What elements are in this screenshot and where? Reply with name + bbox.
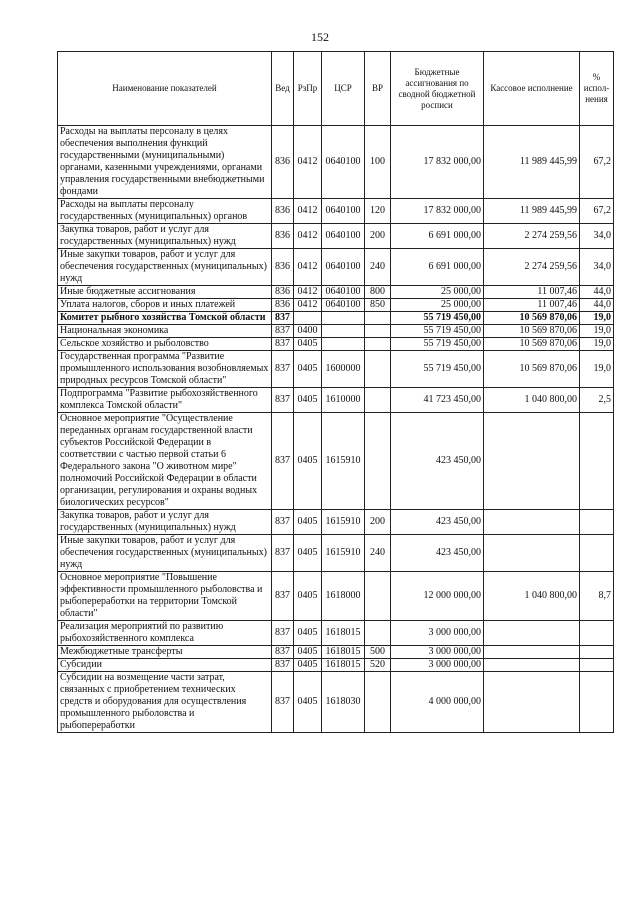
cell-vr <box>365 413 391 510</box>
cell-csr: 0640100 <box>322 299 365 312</box>
cell-ved: 837 <box>272 338 294 351</box>
cell-cash <box>484 510 580 535</box>
cell-vr <box>365 338 391 351</box>
cell-name: Иные закупки товаров, работ и услуг для обеспечения государственных (муниципальных) нужд <box>58 535 272 572</box>
cell-csr: 0640100 <box>322 199 365 224</box>
header-percent: % испол-нения <box>580 52 614 126</box>
cell-vr: 240 <box>365 535 391 572</box>
cell-budget: 423 450,00 <box>391 510 484 535</box>
cell-name: Основное мероприятие "Осуществление переданных органам государственной власти субъектов Российской Федерации в соответствии с частью первой статьи 6 Федерального закона "О животном мире" полномочий Российской Федерации в области организации, регулирования и охраны водных биологических ресурсов" <box>58 413 272 510</box>
cell-csr: 1615910 <box>322 535 365 572</box>
cell-vr: 240 <box>365 249 391 286</box>
cell-percent: 67,2 <box>580 199 614 224</box>
cell-csr: 1618030 <box>322 672 365 733</box>
cell-budget: 17 832 000,00 <box>391 199 484 224</box>
cell-name: Сельское хозяйство и рыболовство <box>58 338 272 351</box>
cell-csr: 0640100 <box>322 249 365 286</box>
cell-ved: 836 <box>272 199 294 224</box>
cell-csr: 1618000 <box>322 572 365 621</box>
cell-budget: 4 000 000,00 <box>391 672 484 733</box>
cell-percent: 2,5 <box>580 388 614 413</box>
cell-ved: 836 <box>272 286 294 299</box>
table-row <box>58 199 614 224</box>
cell-rzpr: 0405 <box>294 659 322 672</box>
cell-name: Субсидии <box>58 659 272 672</box>
cell-cash <box>484 621 580 646</box>
cell-vr <box>365 312 391 325</box>
cell-cash: 1 040 800,00 <box>484 572 580 621</box>
cell-ved: 837 <box>272 535 294 572</box>
table-row <box>58 572 614 621</box>
cell-name: Субсидии на возмещение части затрат, связанных с приобретением технических средств и оборудования для осуществления промышленного рыболовства и рыбопереработки <box>58 672 272 733</box>
cell-ved: 837 <box>272 388 294 413</box>
cell-rzpr: 0412 <box>294 199 322 224</box>
header-rzpr: РзПр <box>294 52 322 126</box>
table-row <box>58 646 614 659</box>
table-body <box>58 126 614 733</box>
cell-cash: 10 569 870,06 <box>484 351 580 388</box>
cell-cash: 10 569 870,06 <box>484 338 580 351</box>
cell-cash: 11 007,46 <box>484 299 580 312</box>
table-row <box>58 325 614 338</box>
cell-budget: 55 719 450,00 <box>391 312 484 325</box>
cell-rzpr: 0405 <box>294 351 322 388</box>
cell-budget: 6 691 000,00 <box>391 249 484 286</box>
cell-budget: 55 719 450,00 <box>391 325 484 338</box>
cell-cash: 10 569 870,06 <box>484 325 580 338</box>
cell-percent <box>580 535 614 572</box>
cell-name: Государственная программа "Развитие промышленного использования возобновляемых природных ресурсов Томской области" <box>58 351 272 388</box>
cell-vr <box>365 388 391 413</box>
cell-ved: 837 <box>272 659 294 672</box>
cell-name: Комитет рыбного хозяйства Томской области <box>58 312 272 325</box>
cell-vr: 200 <box>365 224 391 249</box>
cell-budget: 41 723 450,00 <box>391 388 484 413</box>
cell-budget: 12 000 000,00 <box>391 572 484 621</box>
cell-budget: 55 719 450,00 <box>391 338 484 351</box>
cell-vr: 800 <box>365 286 391 299</box>
cell-cash <box>484 659 580 672</box>
table-row <box>58 621 614 646</box>
cell-name: Расходы на выплаты персоналу в целях обеспечения выполнения функций государственными (муниципальными) органами, казенными учреждениями, органами управления государственными внебюджетными фондами <box>58 126 272 199</box>
table-row <box>58 338 614 351</box>
cell-rzpr: 0412 <box>294 286 322 299</box>
cell-rzpr: 0412 <box>294 249 322 286</box>
cell-vr: 850 <box>365 299 391 312</box>
cell-vr: 100 <box>365 126 391 199</box>
cell-csr <box>322 325 365 338</box>
table-row <box>58 510 614 535</box>
cell-cash: 11 007,46 <box>484 286 580 299</box>
table-row <box>58 672 614 733</box>
cell-name: Подпрограмма "Развитие рыбохозяйственного комплекса Томской области" <box>58 388 272 413</box>
table-row <box>58 224 614 249</box>
cell-percent: 44,0 <box>580 299 614 312</box>
cell-budget: 423 450,00 <box>391 535 484 572</box>
cell-csr <box>322 338 365 351</box>
cell-cash: 2 274 259,56 <box>484 224 580 249</box>
cell-cash <box>484 646 580 659</box>
header-budget: Бюджетные ассигнования по сводной бюджетной росписи <box>391 52 484 126</box>
cell-percent: 19,0 <box>580 312 614 325</box>
cell-ved: 836 <box>272 224 294 249</box>
cell-cash: 11 989 445,99 <box>484 199 580 224</box>
cell-budget: 55 719 450,00 <box>391 351 484 388</box>
cell-csr: 1600000 <box>322 351 365 388</box>
cell-percent <box>580 413 614 510</box>
budget-execution-table <box>57 51 614 733</box>
cell-percent: 19,0 <box>580 338 614 351</box>
cell-name: Иные закупки товаров, работ и услуг для обеспечения государственных (муниципальных) нужд <box>58 249 272 286</box>
cell-rzpr: 0405 <box>294 646 322 659</box>
cell-rzpr: 0405 <box>294 388 322 413</box>
cell-vr <box>365 621 391 646</box>
cell-ved: 836 <box>272 299 294 312</box>
cell-rzpr: 0405 <box>294 672 322 733</box>
cell-name: Национальная экономика <box>58 325 272 338</box>
table-row <box>58 351 614 388</box>
cell-vr: 120 <box>365 199 391 224</box>
cell-budget: 6 691 000,00 <box>391 224 484 249</box>
cell-vr <box>365 572 391 621</box>
cell-budget: 25 000,00 <box>391 299 484 312</box>
page-number: 152 <box>311 30 329 44</box>
cell-cash <box>484 535 580 572</box>
cell-ved: 837 <box>272 312 294 325</box>
cell-rzpr: 0405 <box>294 338 322 351</box>
cell-ved: 836 <box>272 126 294 199</box>
table-row <box>58 126 614 199</box>
header-ved: Вед <box>272 52 294 126</box>
table-row <box>58 659 614 672</box>
cell-budget: 3 000 000,00 <box>391 621 484 646</box>
cell-cash: 1 040 800,00 <box>484 388 580 413</box>
cell-name: Закупка товаров, работ и услуг для государственных (муниципальных) нужд <box>58 510 272 535</box>
cell-csr: 1615910 <box>322 510 365 535</box>
cell-percent <box>580 672 614 733</box>
cell-percent: 34,0 <box>580 224 614 249</box>
cell-rzpr: 0405 <box>294 510 322 535</box>
cell-vr <box>365 351 391 388</box>
table-row <box>58 388 614 413</box>
cell-name: Основное мероприятие "Повышение эффективности промышленного рыболовства и рыбопереработки на территории Томской области" <box>58 572 272 621</box>
cell-rzpr: 0412 <box>294 224 322 249</box>
cell-percent: 8,7 <box>580 572 614 621</box>
cell-name: Закупка товаров, работ и услуг для государственных (муниципальных) нужд <box>58 224 272 249</box>
table-header-row <box>58 52 614 126</box>
cell-vr: 200 <box>365 510 391 535</box>
cell-rzpr: 0412 <box>294 126 322 199</box>
cell-percent: 34,0 <box>580 249 614 286</box>
cell-ved: 837 <box>272 510 294 535</box>
header-cash: Кассовое исполнение <box>484 52 580 126</box>
cell-rzpr: 0405 <box>294 535 322 572</box>
cell-rzpr: 0412 <box>294 299 322 312</box>
cell-csr: 0640100 <box>322 224 365 249</box>
cell-percent <box>580 646 614 659</box>
header-name: Наименование показателей <box>58 52 272 126</box>
cell-vr <box>365 325 391 338</box>
table-row <box>58 413 614 510</box>
cell-name: Уплата налогов, сборов и иных платежей <box>58 299 272 312</box>
cell-vr: 520 <box>365 659 391 672</box>
cell-ved: 836 <box>272 249 294 286</box>
cell-csr: 1610000 <box>322 388 365 413</box>
header-vr: ВР <box>365 52 391 126</box>
cell-percent: 19,0 <box>580 351 614 388</box>
cell-percent <box>580 621 614 646</box>
cell-name: Расходы на выплаты персоналу государственных (муниципальных) органов <box>58 199 272 224</box>
cell-name: Иные бюджетные ассигнования <box>58 286 272 299</box>
cell-percent <box>580 659 614 672</box>
cell-rzpr: 0405 <box>294 413 322 510</box>
cell-ved: 837 <box>272 413 294 510</box>
cell-budget: 3 000 000,00 <box>391 646 484 659</box>
cell-ved: 837 <box>272 325 294 338</box>
cell-ved: 837 <box>272 572 294 621</box>
cell-budget: 17 832 000,00 <box>391 126 484 199</box>
cell-cash <box>484 413 580 510</box>
cell-csr: 0640100 <box>322 126 365 199</box>
cell-cash: 11 989 445,99 <box>484 126 580 199</box>
table-row <box>58 286 614 299</box>
cell-percent: 44,0 <box>580 286 614 299</box>
cell-percent: 67,2 <box>580 126 614 199</box>
cell-cash: 2 274 259,56 <box>484 249 580 286</box>
cell-csr: 0640100 <box>322 286 365 299</box>
cell-budget: 25 000,00 <box>391 286 484 299</box>
cell-budget: 423 450,00 <box>391 413 484 510</box>
cell-rzpr <box>294 312 322 325</box>
cell-cash <box>484 672 580 733</box>
cell-ved: 837 <box>272 351 294 388</box>
cell-csr: 1618015 <box>322 646 365 659</box>
cell-percent <box>580 510 614 535</box>
cell-csr <box>322 312 365 325</box>
cell-percent: 19,0 <box>580 325 614 338</box>
cell-name: Реализация мероприятий по развитию рыбохозяйственного комплекса <box>58 621 272 646</box>
header-csr: ЦСР <box>322 52 365 126</box>
cell-rzpr: 0405 <box>294 572 322 621</box>
table-row <box>58 299 614 312</box>
cell-csr: 1618015 <box>322 621 365 646</box>
cell-ved: 837 <box>272 621 294 646</box>
table-row <box>58 312 614 325</box>
cell-vr: 500 <box>365 646 391 659</box>
cell-csr: 1615910 <box>322 413 365 510</box>
cell-budget: 3 000 000,00 <box>391 659 484 672</box>
cell-cash: 10 569 870,06 <box>484 312 580 325</box>
cell-ved: 837 <box>272 672 294 733</box>
cell-rzpr: 0405 <box>294 621 322 646</box>
cell-name: Межбюджетные трансферты <box>58 646 272 659</box>
cell-vr <box>365 672 391 733</box>
table-row <box>58 249 614 286</box>
cell-rzpr: 0400 <box>294 325 322 338</box>
cell-ved: 837 <box>272 646 294 659</box>
table-row <box>58 535 614 572</box>
cell-csr: 1618015 <box>322 659 365 672</box>
